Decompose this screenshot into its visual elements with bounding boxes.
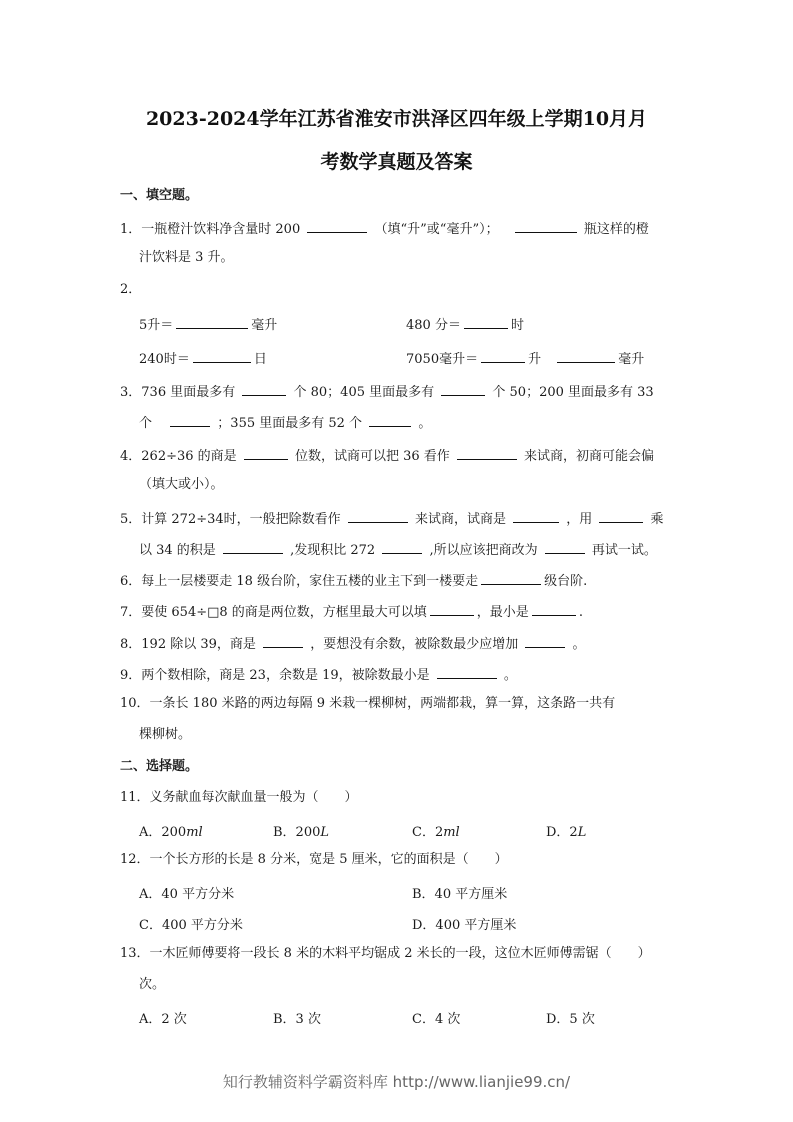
- answer-blank[interactable]: [263, 634, 303, 648]
- page-title-line-2: 考数学真题及答案: [320, 151, 473, 173]
- q5-text: 5．计算 272÷34时，一般把除数看作: [120, 512, 341, 527]
- question-2-item-3: [139, 349, 267, 368]
- q3-text: 个: [139, 416, 153, 431]
- q5-text: ,所以应该把商改为: [429, 543, 538, 558]
- question-8: [120, 634, 586, 653]
- q7-text: ，最小是: [476, 605, 529, 620]
- answer-blank[interactable]: [348, 509, 408, 523]
- q1-text-b: （填“升”或“毫升”）；: [374, 222, 499, 237]
- q11-option-a[interactable]: [139, 821, 203, 840]
- q5-text: 以 34 的积是: [139, 543, 216, 558]
- q7-text: 7．要使 654÷□8 的商是两位数，方框里最大可以填: [120, 605, 427, 620]
- q3-text: 个 50；200 里面最多有 33: [492, 385, 654, 400]
- answer-blank[interactable]: [223, 540, 283, 554]
- q2-label: 480 分＝: [406, 318, 461, 333]
- q4-text: 4．262÷36 的商是: [120, 449, 237, 464]
- q6-text: 6．每上一层楼要走 18 级台阶，家住五楼的业主下到一楼要走: [120, 574, 479, 589]
- q2-unit: 毫升: [618, 352, 645, 367]
- question-1-line-1: [120, 219, 649, 238]
- q2-label: 7050毫升＝: [406, 352, 479, 367]
- question-4-line-2: （填大或小）。: [139, 477, 224, 492]
- answer-blank[interactable]: [513, 509, 559, 523]
- q4-text: 来试商，初商可能会偏: [524, 449, 655, 464]
- question-4-line-1: [120, 446, 654, 465]
- q7-text: .: [578, 605, 583, 620]
- q8-text: 8．192 除以 39，商是: [120, 637, 256, 652]
- option-unit: L: [320, 825, 330, 840]
- q5-text: 再试一试。: [591, 543, 657, 558]
- q8-text: ，要想没有余数，被除数最少应增加: [310, 637, 519, 652]
- q11-option-c[interactable]: [412, 821, 460, 840]
- answer-blank[interactable]: [176, 315, 248, 329]
- q12-option-c[interactable]: C．400 平方分米: [139, 918, 243, 933]
- answer-blank[interactable]: [525, 634, 565, 648]
- question-2-item-1: [139, 315, 277, 334]
- question-10-line-2: 棵柳树。: [139, 727, 192, 742]
- answer-blank[interactable]: [430, 602, 474, 616]
- answer-blank[interactable]: [307, 219, 367, 233]
- q12-option-b[interactable]: B．40 平方厘米: [412, 887, 508, 902]
- q3-text: ；355 里面最多有 52 个: [217, 416, 363, 431]
- option-text: D．2: [546, 825, 578, 840]
- answer-blank[interactable]: [441, 382, 485, 396]
- q3-text: 3．736 里面最多有: [120, 385, 236, 400]
- q13-option-c[interactable]: C．4 次: [412, 1012, 461, 1027]
- q1-text-c: 瓶这样的橙: [583, 222, 649, 237]
- answer-blank[interactable]: [464, 315, 508, 329]
- q2-unit: 日: [253, 352, 267, 367]
- question-5-line-1: [120, 509, 664, 528]
- q13-option-d[interactable]: D．5 次: [546, 1012, 595, 1027]
- question-9: [120, 665, 517, 684]
- question-2-item-2: [406, 315, 524, 334]
- q3-text: 个 80；405 里面最多有: [293, 385, 435, 400]
- question-2-number: 2．: [120, 282, 142, 297]
- q9-text: 9．两个数相除，商是 23，余数是 19，被除数最小是: [120, 668, 430, 683]
- q9-text: 。: [503, 668, 517, 683]
- section-heading-multiple-choice: 二、选择题。: [120, 759, 199, 774]
- question-3-line-1: [120, 382, 654, 401]
- question-10-line-1: 10．一条长 180 米路的两边每隔 9 米栽一棵柳树，两端都栽，算一算，这条路一共有: [120, 696, 616, 711]
- q13-option-a[interactable]: A．2 次: [139, 1012, 187, 1027]
- answer-blank[interactable]: [242, 382, 286, 396]
- question-11-stem: 11．义务献血每次献血量一般为（ ）: [120, 790, 358, 805]
- q5-text: ,发现积比 272: [290, 543, 376, 558]
- q2-unit: 升: [528, 352, 542, 367]
- question-13-stem: 13．一木匠师傅要将一段长 8 米的木料平均锯成 2 米长的一段，这位木匠师傅需锯（ ）: [120, 946, 651, 961]
- option-text: C．2: [412, 825, 444, 840]
- answer-blank[interactable]: [545, 540, 585, 554]
- q4-text: 位数，试商可以把 36 看作: [294, 449, 450, 464]
- question-3-line-2: [139, 413, 431, 432]
- footer-watermark: 知行教辅资料学霸资料库 http://www.lianjie99.cn/: [222, 1073, 571, 1091]
- q2-unit: 毫升: [251, 318, 278, 333]
- section-heading-fill-in: 一、填空题。: [120, 188, 199, 203]
- answer-blank[interactable]: [193, 349, 251, 363]
- q2-unit: 时: [510, 318, 524, 333]
- question-6: [120, 571, 587, 590]
- question-2-item-4: [406, 349, 644, 368]
- answer-blank[interactable]: [481, 571, 541, 585]
- answer-blank[interactable]: [481, 349, 525, 363]
- option-unit: ml: [186, 825, 203, 840]
- answer-blank[interactable]: [437, 665, 497, 679]
- option-text: A．200: [139, 825, 187, 840]
- answer-blank[interactable]: [382, 540, 422, 554]
- q12-option-d[interactable]: D．400 平方厘米: [412, 918, 517, 933]
- q1-text-a: 1．一瓶橙汁饮料净含量时 200: [120, 222, 301, 237]
- answer-blank[interactable]: [244, 446, 288, 460]
- q11-option-b[interactable]: [273, 821, 329, 840]
- q8-text: 。: [572, 637, 586, 652]
- q13-option-b[interactable]: B．3 次: [273, 1012, 321, 1027]
- q12-option-a[interactable]: A．40 平方分米: [139, 887, 235, 902]
- answer-blank[interactable]: [515, 219, 577, 233]
- answer-blank[interactable]: [532, 602, 576, 616]
- q2-label: 5升＝: [139, 318, 174, 333]
- question-13-stem-2: 次。: [139, 977, 166, 992]
- option-unit: ml: [443, 825, 460, 840]
- option-text: B．200: [273, 825, 321, 840]
- answer-blank[interactable]: [557, 349, 615, 363]
- question-5-line-2: [139, 540, 657, 559]
- answer-blank[interactable]: [457, 446, 517, 460]
- question-12-stem: 12．一个长方形的长是 8 分米，宽是 5 厘米，它的面积是（ ）: [120, 852, 508, 867]
- q5-text: 乘: [650, 512, 664, 527]
- q3-text: 。: [418, 416, 432, 431]
- answer-blank[interactable]: [369, 413, 411, 427]
- q5-text: 来试商，试商是: [414, 512, 506, 527]
- option-unit: L: [577, 825, 587, 840]
- answer-blank[interactable]: [599, 509, 643, 523]
- q6-text: 级台阶.: [544, 574, 588, 589]
- page-title-line-1: 2023-2024学年江苏省淮安市洪泽区四年级上学期10月月: [145, 108, 648, 130]
- q5-text: ，用: [566, 512, 593, 527]
- question-7: [120, 602, 583, 621]
- q2-label: 240时＝: [139, 352, 190, 367]
- answer-blank[interactable]: [170, 413, 210, 427]
- q11-option-d[interactable]: [546, 821, 586, 840]
- question-1-line-2: 汁饮料是 3 升。: [139, 250, 234, 265]
